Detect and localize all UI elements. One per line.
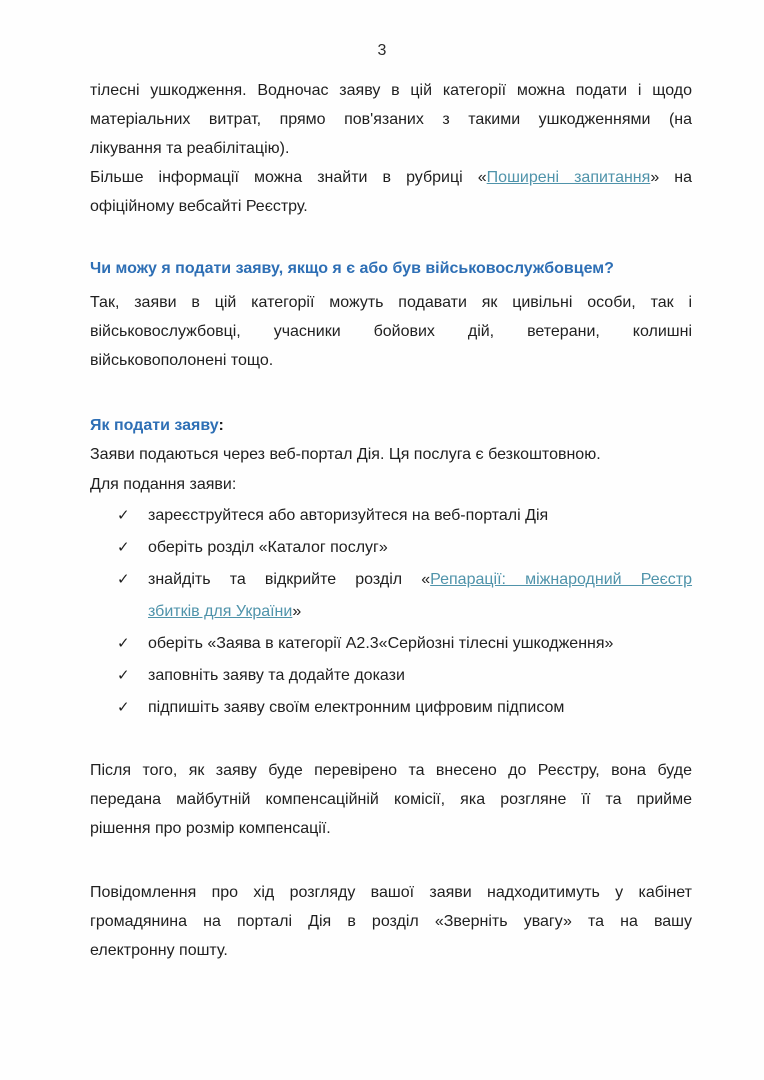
paragraph-after-review	[90, 756, 692, 843]
paragraph-line: рішення про розмір компенсації.	[90, 820, 331, 837]
list-item	[90, 532, 692, 564]
paragraph-line: офіційному вебсайті Реєстру.	[90, 198, 308, 215]
page-number: 3	[377, 42, 387, 59]
paragraph-line: військовополонені тощо.	[90, 352, 274, 369]
list-item	[90, 692, 692, 724]
link-poshyreni-zapytannia[interactable]: Поширені запитання	[486, 169, 651, 186]
checkmark-icon: ✓	[117, 571, 130, 588]
paragraph-military-answer	[90, 288, 692, 375]
list-item-text: зареєструйтеся або авторизуйтеся на веб-порталі Дія	[148, 507, 549, 524]
list-item-text	[148, 564, 692, 596]
paragraph-line	[90, 163, 692, 192]
paragraph-line: громадянина на порталі Дія в розділ «Зверніть увагу» та на вашу	[90, 913, 692, 930]
paragraph-line: Повідомлення про хід розгляду вашої заяви надходитимуть у кабінет	[90, 884, 692, 901]
paragraph-line: Так, заяви в цій категорії можуть подавати як цивільні особи, так і	[90, 294, 692, 311]
link-reparations-registry-continued[interactable]: збитків для України	[148, 603, 293, 620]
list-item	[90, 500, 692, 532]
document-content	[0, 65, 764, 965]
checkmark-icon: ✓	[117, 667, 130, 684]
list-item-text: оберіть «Заява в категорії А2.3«Серйозні тілесні ушкодження»	[148, 635, 614, 652]
text-after-link: » на	[650, 169, 693, 186]
text-after-link: »	[292, 603, 302, 620]
paragraph-line: лікування та реабілітацію).	[90, 140, 290, 157]
link-reparations-registry[interactable]: Репарації: міжнародний Реєстр	[430, 571, 693, 588]
checkmark-icon: ✓	[117, 699, 130, 716]
list-item-text: оберіть розділ «Каталог послуг»	[148, 539, 388, 556]
steps-list	[90, 500, 692, 724]
list-item	[90, 564, 692, 628]
paragraph-line: Після того, як заяву буде перевірено та внесено до Реєстру, вона буде	[90, 762, 692, 779]
paragraph-line: Заяви подаються через веб-портал Дія. Ця послуга є безкоштовною.	[90, 446, 601, 463]
checkmark-icon: ✓	[117, 507, 130, 524]
section-heading-military-question: Чи можу я подати заяву, якщо я є або був військовослужбовцем?	[90, 260, 614, 277]
paragraph-line: Для подання заяви:	[90, 476, 237, 493]
list-item-text: підпишіть заяву своїм електронним цифровим підписом	[148, 699, 565, 716]
text-before-link: знайдіть та відкрийте розділ «	[148, 571, 431, 588]
checkmark-icon: ✓	[117, 539, 130, 556]
text-before-link: Більше інформації можна знайти в рубриці «	[90, 169, 487, 186]
paragraph-injuries	[90, 76, 692, 163]
paragraph-line: матеріальних витрат, прямо пов'язаних з такими ушкодженнями (на	[90, 111, 692, 128]
paragraph-notifications	[90, 878, 692, 965]
paragraph-line: військовослужбовці, учасники бойових дій, ветерани, колишні	[90, 323, 692, 340]
checkmark-icon: ✓	[117, 635, 130, 652]
list-item	[90, 660, 692, 692]
paragraph-line: передана майбутній компенсаційній комісії, яка розгляне її та прийме	[90, 791, 692, 808]
heading-colon: :	[218, 417, 224, 434]
list-item	[90, 628, 692, 660]
paragraph-line: тілесні ушкодження. Водночас заяву в цій категорії можна подати і щодо	[90, 82, 692, 99]
list-item-text: заповніть заяву та додайте докази	[148, 667, 405, 684]
paragraph-more-info	[90, 163, 692, 221]
heading-text: Як подати заяву	[90, 417, 219, 434]
section-heading-how-to-apply	[90, 411, 692, 440]
paragraph-line: електронну пошту.	[90, 942, 228, 959]
paragraph-apply-intro	[90, 440, 692, 500]
list-item-text	[148, 596, 692, 628]
